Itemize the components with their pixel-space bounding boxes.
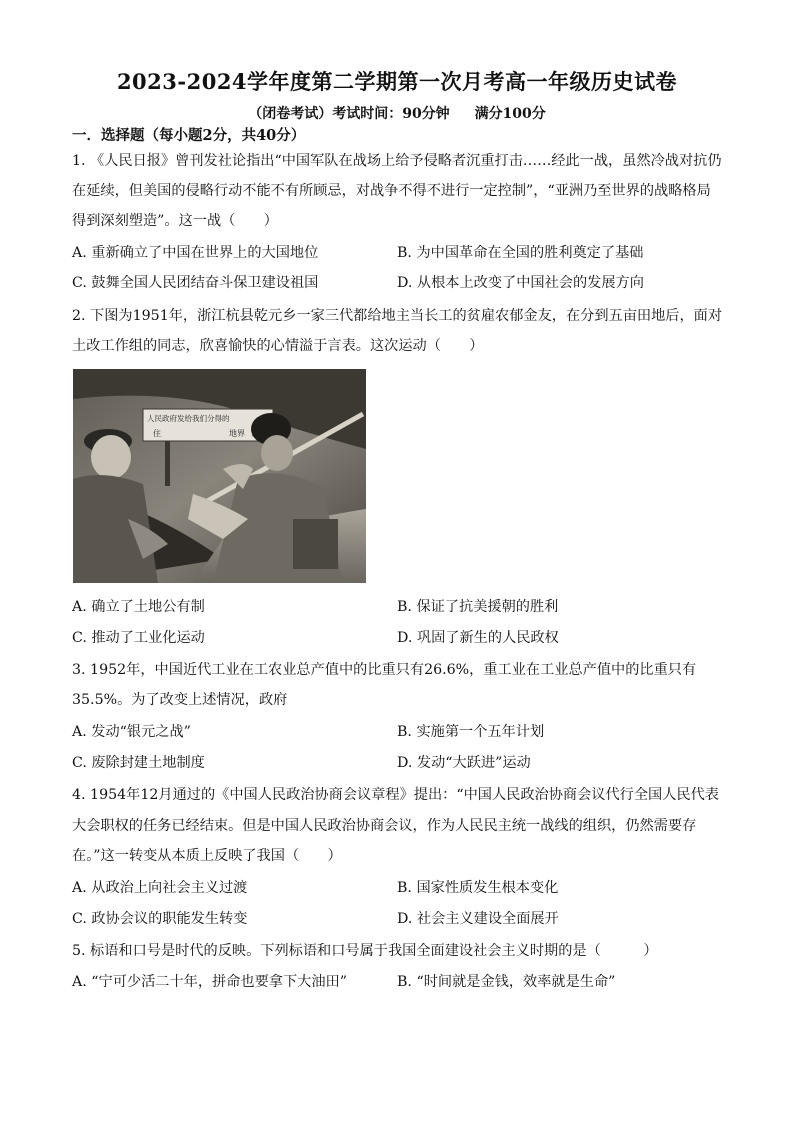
q3-line-1: 3. 1952年，中国近代工业在工农业总产值中的比重只有26.6%，重工业在工业总产值中的比重只有: [72, 662, 697, 678]
section-heading: 一．选择题（每小题2分，共40分）: [72, 127, 306, 144]
q2-line-1: 2. 下图为1951年，浙江杭县乾元乡一家三代都给地主当长工的贫雇农郁金友，在分到五亩田地后，面对: [72, 308, 723, 324]
photo-sign-char-1: 住: [153, 429, 161, 438]
q2-option-d[interactable]: D. 巩固了新生的人民政权: [397, 630, 559, 646]
q1-option-a[interactable]: A. 重新确立了中国在世界上的大国地位: [72, 245, 319, 261]
q1-line-3: 得到深刻塑造”。这一战（ ）: [72, 213, 278, 229]
exam-type-and-time: （闭卷考试）考试时间：90分钟: [248, 106, 450, 122]
land-reform-photo: [73, 369, 366, 583]
q2-option-c[interactable]: C. 推动了工业化运动: [72, 630, 205, 646]
q5-option-a[interactable]: A. “宁可少活二十年，拼命也要拿下大油田”: [72, 974, 347, 990]
q5-option-b[interactable]: B. “时间就是金钱，效率就是生命”: [397, 974, 616, 990]
photo-sign-char-2: 地界: [229, 429, 245, 438]
q1-option-b[interactable]: B. 为中国革命在全国的胜利奠定了基础: [397, 245, 644, 261]
q4-line-2: 大会职权的任务已经结束。但是中国人民政治协商会议，作为人民民主统一战线的组织，仍然需要存: [72, 818, 697, 834]
exam-subtitle: [0, 103, 794, 123]
q2-option-b[interactable]: B. 保证了抗美援朝的胜利: [397, 599, 559, 615]
q2-line-2: 土改工作组的同志，欣喜愉快的心情溢于言表。这次运动（ ）: [72, 338, 484, 354]
q4-option-a[interactable]: A. 从政治上向社会主义过渡: [72, 880, 248, 896]
q1-option-d[interactable]: D. 从根本上改变了中国社会的发展方向: [397, 275, 644, 291]
q4-line-3: 在。”这一转变从本质上反映了我国（ ）: [72, 848, 342, 864]
q3-line-2: 35.5%。为了改变上述情况，政府: [72, 692, 288, 708]
q4-option-b[interactable]: B. 国家性质发生根本变化: [397, 880, 559, 896]
q1-line-1: 1. 《人民日报》曾刊发社论指出“中国军队在战场上给予侵略者沉重打击……经此一战，虽然冷战对抗仍: [72, 153, 722, 169]
q3-option-a[interactable]: A. 发动“银元之战”: [72, 724, 191, 740]
exam-full-score: 满分100分: [474, 106, 546, 122]
photo-sign-line-1: 人民政府发给我们分得的: [147, 414, 230, 423]
q1-option-c[interactable]: C. 鼓舞全国人民团结奋斗保卫建设祖国: [72, 275, 319, 291]
q2-option-a[interactable]: A. 确立了土地公有制: [72, 599, 205, 615]
exam-title: 2023-2024学年度第二学期第一次月考高一年级历史试卷: [116, 69, 678, 94]
q4-option-c[interactable]: C. 政协会议的职能发生转变: [72, 911, 248, 927]
q3-option-c[interactable]: C. 废除封建土地制度: [72, 755, 205, 771]
q4-option-d[interactable]: D. 社会主义建设全面展开: [397, 911, 559, 927]
q3-option-b[interactable]: B. 实施第一个五年计划: [397, 724, 545, 740]
q1-line-2: 在延续，但美国的侵略行动不能不有所顾忌，对战争不得不进行一定控制”，“亚洲乃至世界的战略格局: [72, 183, 711, 199]
q3-option-d[interactable]: D. 发动“大跃进”运动: [397, 755, 531, 771]
q5-line-1: 5. 标语和口号是时代的反映。下列标语和口号属于我国全面建设社会主义时期的是（ ）: [72, 943, 658, 959]
q4-line-1: 4. 1954年12月通过的《中国人民政治协商会议章程》提出：“中国人民政治协商会议代行全国人民代表: [72, 787, 719, 803]
